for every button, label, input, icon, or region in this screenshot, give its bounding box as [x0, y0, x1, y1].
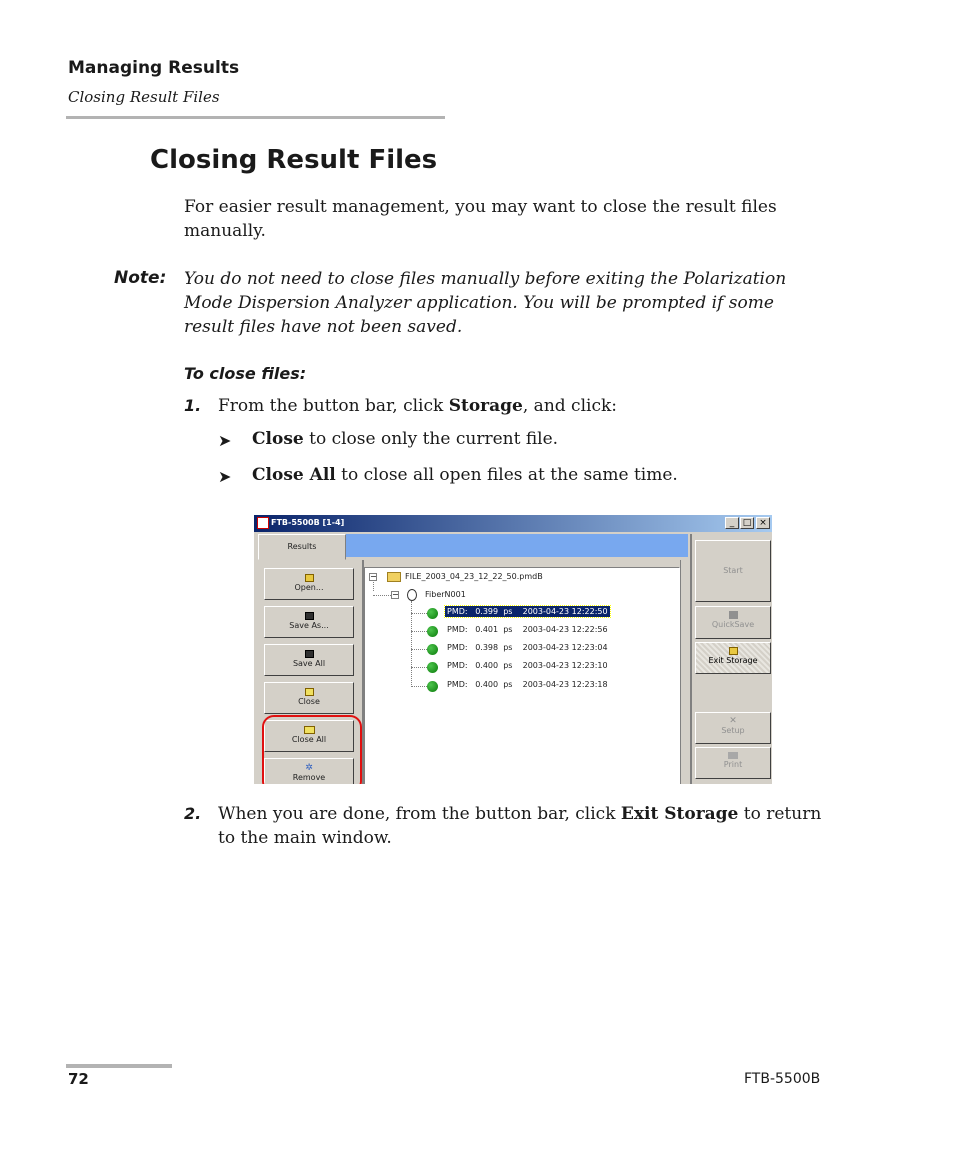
running-header-chapter: Managing Results: [68, 58, 240, 78]
result-row[interactable]: PMD: 0.400 ps 2003-04-23 12:23:10: [447, 661, 608, 670]
setup-button[interactable]: [695, 712, 771, 744]
floppy-icon: [305, 650, 314, 658]
start-button[interactable]: Start: [695, 540, 771, 602]
floppy-icon: [729, 611, 738, 619]
result-status-icon: [427, 608, 438, 619]
step-1-number: 1.: [184, 396, 202, 415]
minimize-button[interactable]: _: [725, 517, 739, 529]
quicksave-button-label: QuickSave: [711, 620, 755, 629]
tree-connector: [373, 595, 391, 596]
header-rule: [66, 116, 445, 119]
print-button-label: Print: [723, 760, 743, 769]
tree-connector: [411, 613, 427, 614]
tree-connector: [411, 649, 427, 650]
remove-icon: ✲: [305, 763, 313, 773]
result-row[interactable]: PMD: 0.398 ps 2003-04-23 12:23:04: [447, 643, 608, 652]
bullet-close: Close to close only the current file.: [252, 429, 559, 449]
tree-connector: [411, 631, 427, 632]
bullet-arrow-icon: ➤: [218, 467, 232, 486]
note-text: You do not need to close files manually before exiting the Polarization Mode Dispersion Analyzer application. You will be prompted if some result files have not been saved.: [184, 269, 787, 337]
tree-connector: [373, 582, 374, 591]
bullet-close-all: Close All to close all open files at the same time.: [252, 465, 678, 485]
setup-button-label: Setup: [721, 726, 745, 735]
window-titlebar: [254, 515, 772, 532]
storage-keyword: Storage: [448, 396, 523, 416]
quicksave-button[interactable]: [695, 606, 771, 639]
floppy-icon: [305, 612, 314, 620]
result-row-selected[interactable]: PMD: 0.399 ps 2003-04-23 12:22:50: [447, 607, 608, 616]
tree-connector: [411, 667, 427, 668]
open-button-label: Open...: [294, 583, 324, 592]
collapse-icon[interactable]: −: [392, 590, 399, 599]
results-tree[interactable]: [364, 567, 680, 784]
window-title: FTB-5500B [1-4]: [271, 518, 345, 527]
exit-storage-icon: [729, 647, 738, 655]
page-number: 72: [68, 1070, 89, 1088]
open-button[interactable]: [264, 568, 354, 600]
highlight-circle: [262, 715, 362, 784]
collapse-icon[interactable]: −: [370, 572, 377, 581]
app-screenshot: [254, 515, 772, 784]
tree-fiber-node[interactable]: FiberN001: [425, 590, 466, 599]
exit-storage-button-label: Exit Storage: [708, 656, 758, 665]
result-status-icon: [427, 644, 438, 655]
save-as-button-label: Save As...: [289, 621, 329, 630]
tab-strip-background: [346, 534, 688, 557]
right-button-panel: [690, 534, 772, 784]
maximize-button[interactable]: □: [740, 517, 754, 529]
tab-results[interactable]: Results: [258, 534, 346, 560]
open-folder-icon: [305, 574, 314, 582]
note-label: Note:: [114, 268, 167, 288]
step-2-number: 2.: [184, 804, 202, 823]
step-2-text: When you are done, from the button bar, click Exit Storage to return to the main window.: [218, 804, 822, 848]
tree-scrollbar[interactable]: [680, 560, 689, 784]
result-row[interactable]: PMD: 0.401 ps 2003-04-23 12:22:56: [447, 625, 608, 634]
close-button-label: Close: [298, 697, 320, 706]
close-window-button[interactable]: ×: [756, 517, 770, 529]
intro-paragraph: For easier result management, you may want to close the result files manually.: [184, 197, 777, 241]
tree-connector: [411, 686, 427, 687]
result-row[interactable]: PMD: 0.400 ps 2003-04-23 12:23:18: [447, 680, 608, 689]
result-status-icon: [427, 681, 438, 692]
step-1-text: From the button bar, click Storage, and click:: [218, 396, 617, 416]
save-all-button[interactable]: [264, 644, 354, 676]
printer-icon: [728, 752, 738, 759]
tree-file-node[interactable]: FILE_2003_04_23_12_22_50.pmdB: [405, 572, 543, 581]
exit-storage-keyword: Exit Storage: [620, 804, 739, 824]
result-status-icon: [427, 662, 438, 673]
save-all-button-label: Save All: [292, 659, 326, 668]
exit-storage-button[interactable]: [695, 642, 771, 674]
close-file-icon: [305, 688, 314, 696]
folder-icon: [387, 572, 401, 582]
procedure-heading: To close files:: [184, 364, 307, 383]
print-button[interactable]: [695, 747, 771, 779]
app-icon: [257, 517, 269, 529]
close-button[interactable]: [264, 682, 354, 714]
save-as-button[interactable]: [264, 606, 354, 638]
footer-rule: [66, 1064, 172, 1068]
result-status-icon: [427, 626, 438, 637]
product-name: FTB-5500B: [744, 1071, 821, 1087]
running-header-section: Closing Result Files: [68, 88, 220, 106]
left-button-panel: [258, 560, 364, 784]
remove-button-label: Remove: [292, 773, 326, 782]
tools-icon: ✕: [729, 716, 737, 726]
close-all-button-label: Close All: [291, 735, 327, 744]
fiber-icon: [407, 589, 417, 601]
bullet-arrow-icon: ➤: [218, 431, 232, 450]
page-title: Closing Result Files: [150, 145, 438, 175]
